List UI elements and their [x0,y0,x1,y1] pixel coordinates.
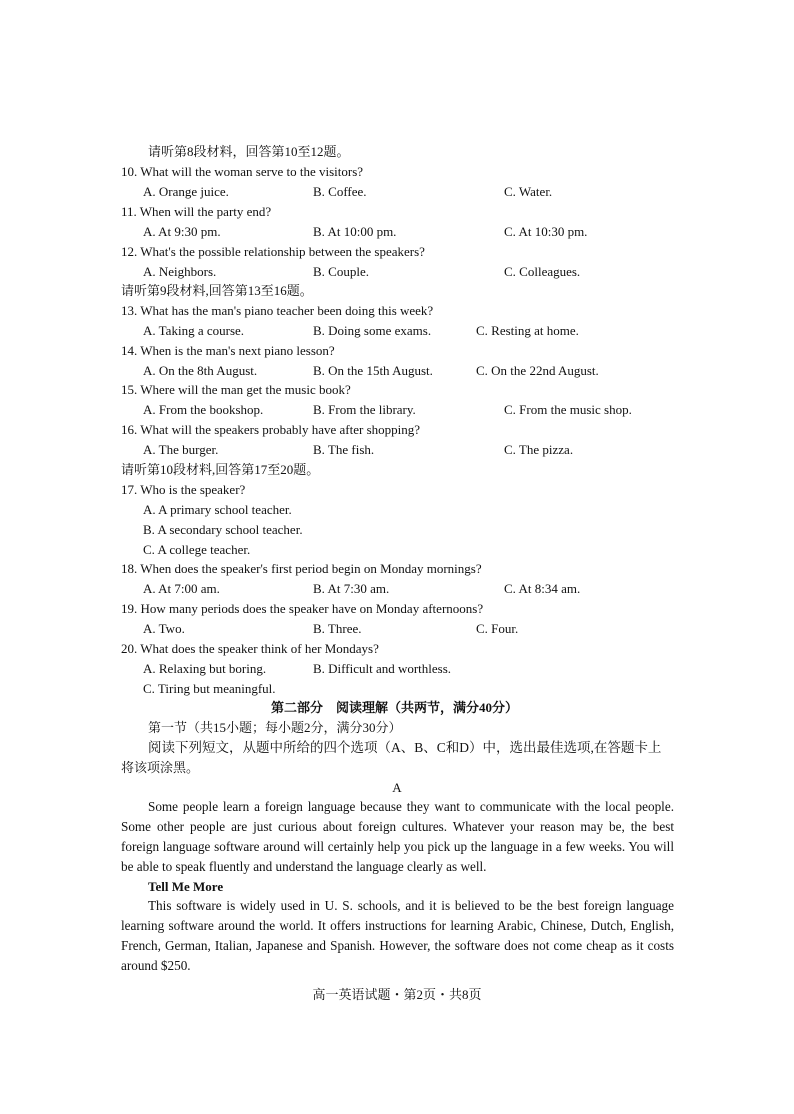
q19-option-c: C. Four. [476,621,519,636]
passage-paragraph-1: Some people learn a foreign language because they want to communicate with the local people. Some other people are just curious about foreign cultures. Whatever your reason may be, the best foreign language software around will certainly help you pick up the language in a few weeks. You will be able to speak fluently and understand the language clearly as well. [121,799,674,874]
question-10: 10. What will the woman serve to the visitors? [121,164,364,179]
q18-option-c: C. At 8:34 am. [504,581,581,596]
q14-option-c: C. On the 22nd August. [476,363,599,378]
question-11: 11. When will the party end? [121,204,272,219]
section-8-instruction: 请听第8段材料，回答第10至12题。 [148,144,350,159]
q15-option-b: B. From the library. [313,402,416,417]
q11-option-a: A. At 9:30 pm. [143,224,221,239]
q14-option-b: B. On the 15th August. [313,363,433,378]
q18-option-b: B. At 7:30 am. [313,581,390,596]
question-16: 16. What will the speakers probably have after shopping? [121,422,421,437]
passage-heading: Tell Me More [148,879,224,894]
part2-title: 第二部分 阅读理解（共两节，满分40分） [271,700,519,715]
question-20: 20. What does the speaker think of her Mondays? [121,641,379,656]
section1-title: 第一节（共15小题；每小题2分，满分30分） [148,720,402,735]
q12-option-c: C. Colleagues. [504,264,581,279]
q19-option-a: A. Two. [143,621,185,636]
q19-option-b: B. Three. [313,621,362,636]
q15-option-c: C. From the music shop. [504,402,632,417]
question-14: 14. When is the man's next piano lesson? [121,343,335,358]
q10-option-b: B. Coffee. [313,184,367,199]
q20-option-c: C. Tiring but meaningful. [143,681,276,696]
q11-option-c: C. At 10:30 pm. [504,224,588,239]
q16-option-b: B. The fish. [313,442,375,457]
section-10-instruction: 请听第10段材料,回答第17至20题。 [121,462,320,477]
q13-option-c: C. Resting at home. [476,323,579,338]
q17-option-b: B. A secondary school teacher. [143,522,303,537]
q15-option-a: A. From the bookshop. [143,402,264,417]
q16-option-c: C. The pizza. [504,442,574,457]
q16-option-a: A. The burger. [143,442,219,457]
q14-option-a: A. On the 8th August. [143,363,258,378]
question-15: 15. Where will the man get the music book? [121,382,351,397]
q17-option-a: A. A primary school teacher. [143,502,292,517]
q20-option-b: B. Difficult and worthless. [313,661,452,676]
q12-option-a: A. Neighbors. [143,264,217,279]
q11-option-b: B. At 10:00 pm. [313,224,397,239]
passage-paragraph-2: This software is widely used in U. S. schools, and it is believed to be the best foreign language learning software around the world. It offers instructions for learning Arabic, Chinese, Dutch, English, French, German, Italian, Japanese and Spanish. However, the software does not come cheap as it costs around $250. [121,898,674,973]
page-footer: 高一英语试题・第2页・共8页 [312,987,482,1002]
passage-label: A [392,780,402,795]
question-19: 19. How many periods does the speaker have on Monday afternoons? [121,601,484,616]
q10-option-a: A. Orange juice. [143,184,229,199]
q20-option-a: A. Relaxing but boring. [143,661,267,676]
q10-option-c: C. Water. [504,184,553,199]
question-13: 13. What has the man's piano teacher been doing this week? [121,303,434,318]
q12-option-b: B. Couple. [313,264,369,279]
question-18: 18. When does the speaker's first period begin on Monday mornings? [121,561,482,576]
question-12: 12. What's the possible relationship between the speakers? [121,244,425,259]
q17-option-c: C. A college teacher. [143,542,251,557]
instruction-line-2: 将该项涂黑。 [121,760,200,775]
instruction-line-1: 阅读下列短文，从题中所给的四个选项（A、B、C和D）中，选出最佳选项,在答题卡上 [148,740,662,755]
question-17: 17. Who is the speaker? [121,482,246,497]
q13-option-b: B. Doing some exams. [313,323,432,338]
q18-option-a: A. At 7:00 am. [143,581,220,596]
q13-option-a: A. Taking a course. [143,323,245,338]
section-9-instruction: 请听第9段材料,回答第13至16题。 [121,283,313,298]
